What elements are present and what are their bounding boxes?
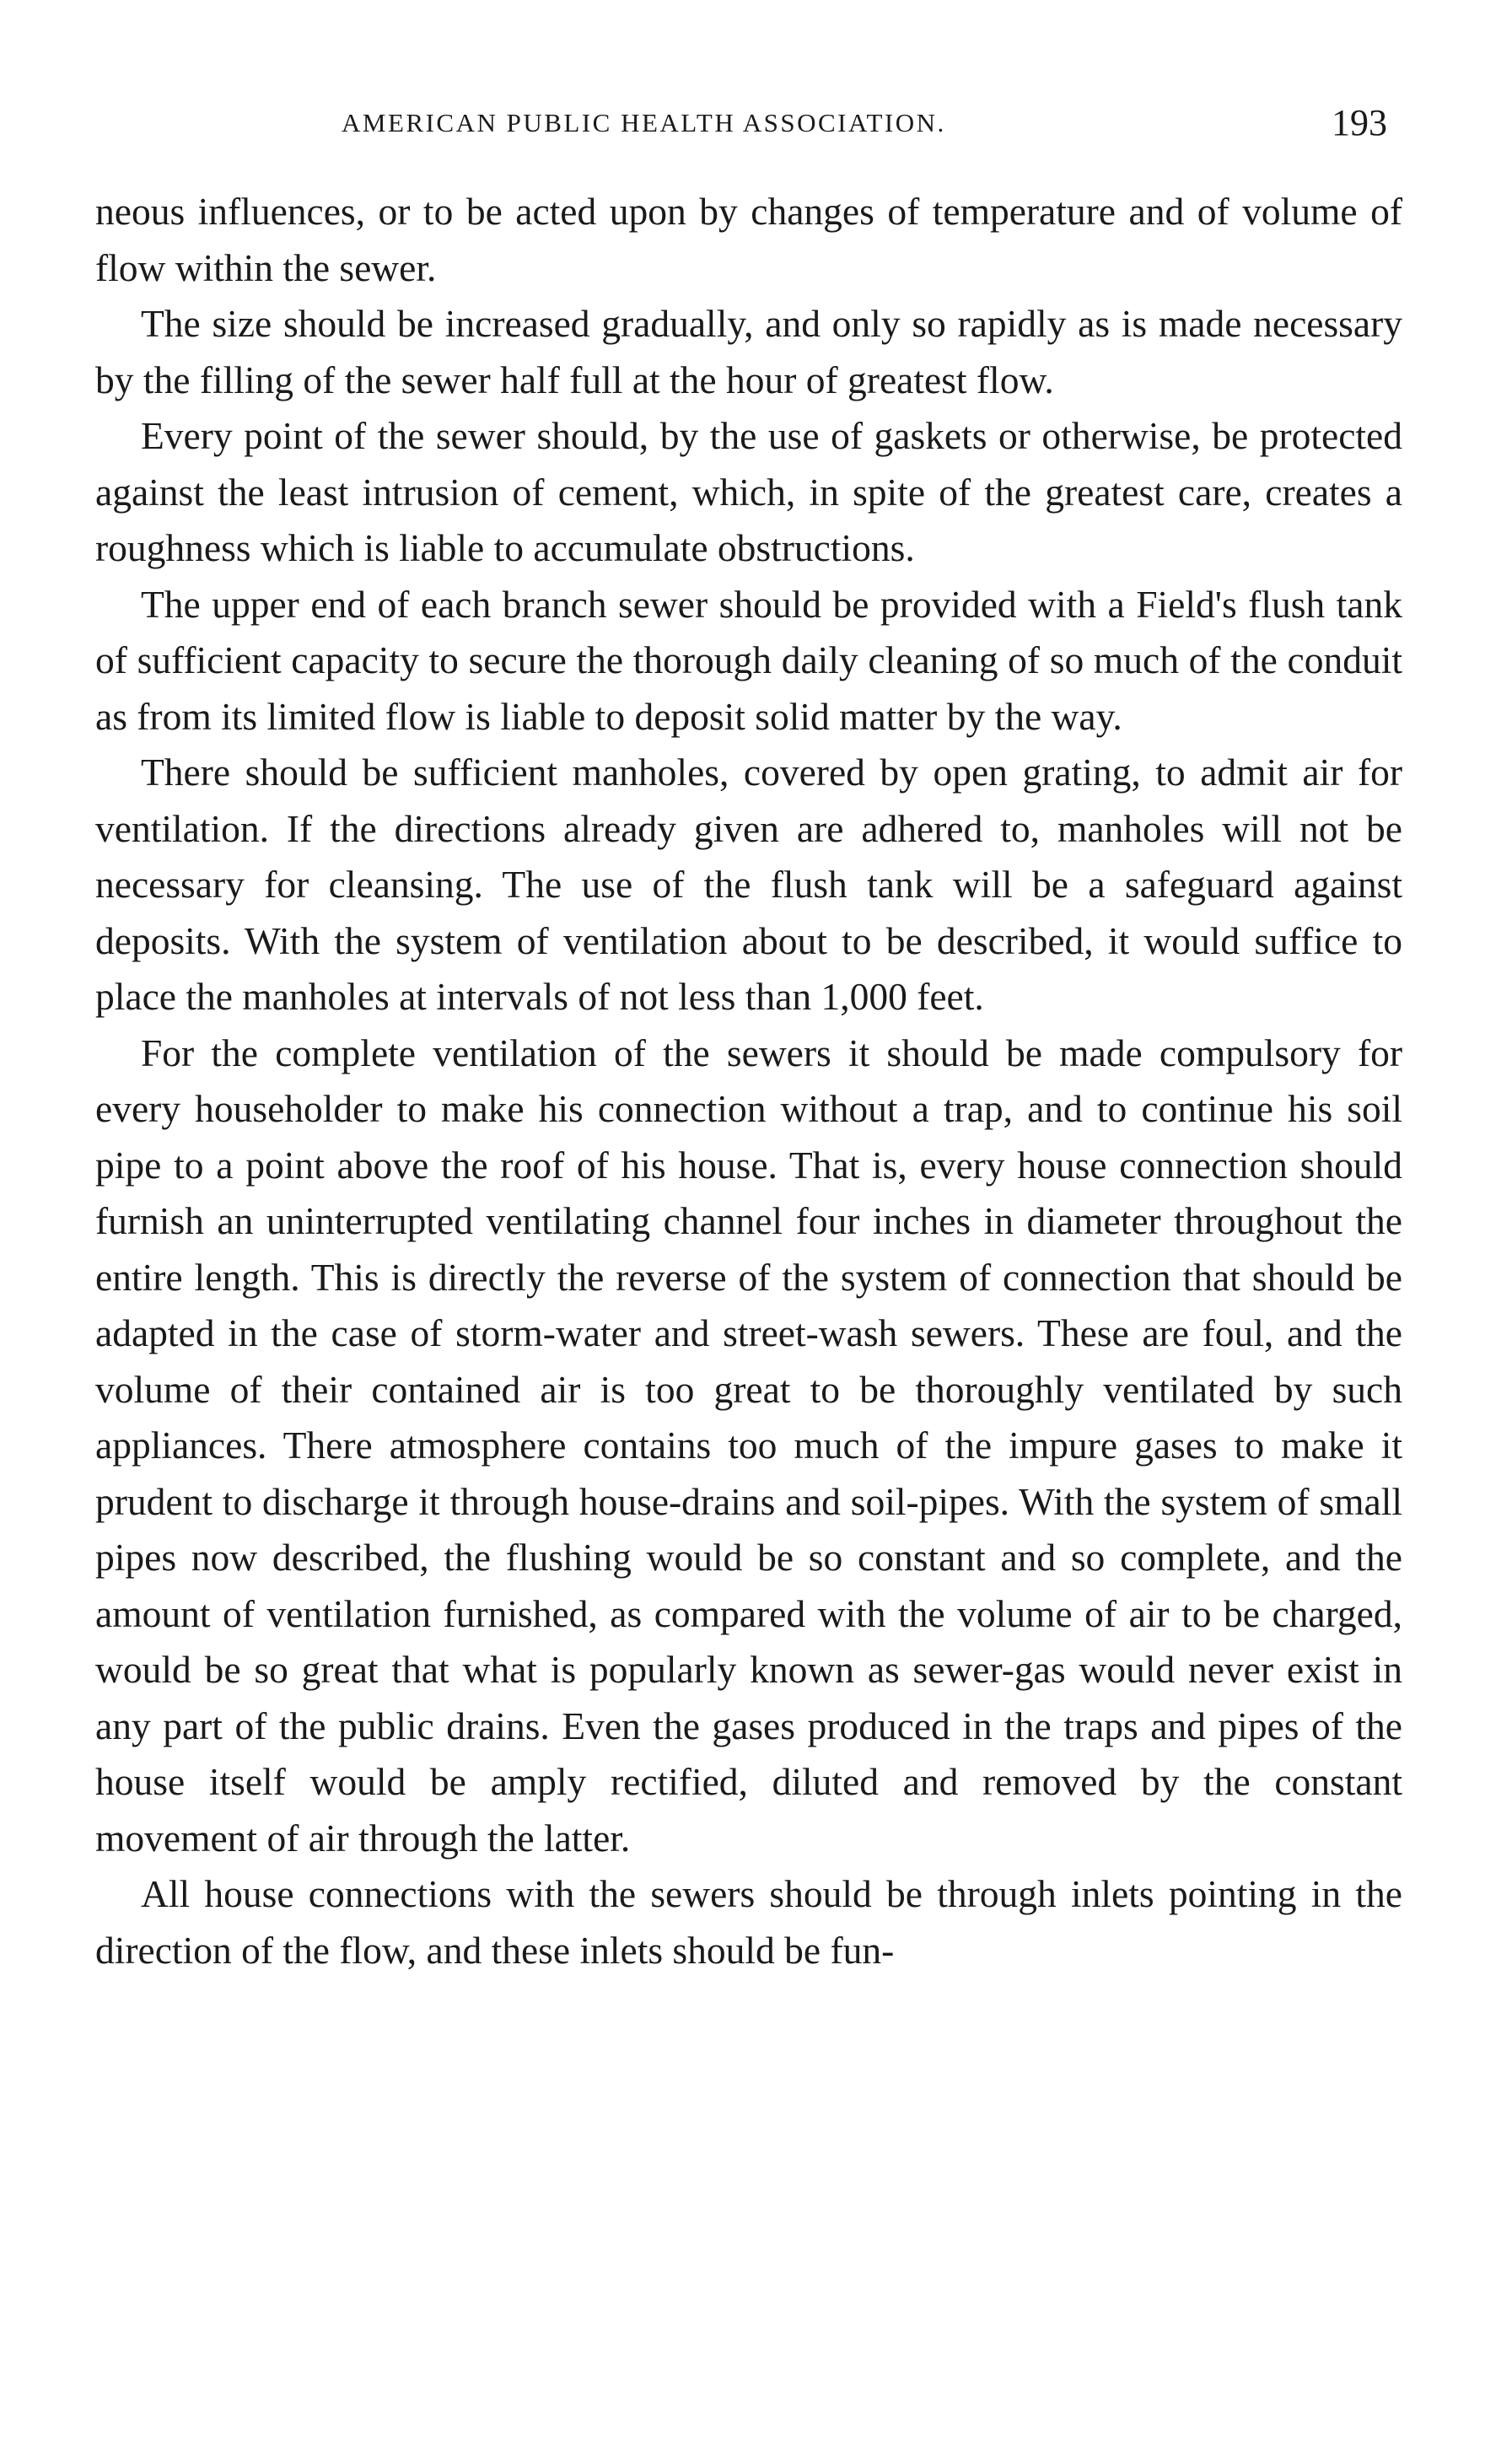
running-title: AMERICAN PUBLIC HEALTH ASSOCIATION. — [342, 108, 946, 137]
paragraph: For the complete ventilation of the sewers it should be made compulsory for every householder to make his connection without a trap, and to continue his soil pipe to a point above the roof of his house. That is, every house connection should furnish an uninterrupted ventilating channel four inches in diameter throughout the entire length. This is directly the reverse of the system of connection that should be adapted in the case of storm-water and street-wash sewers. These are foul, and the volume of their contained air is too great to be thoroughly ventilated by such appliances. There atmosphere contains too much of the impure gases to make it prudent to discharge it through house-drains and soil-pipes. With the system of small pipes now described, the flushing would be so constant and so complete, and the amount of ventilation furnished, as compared with the volume of air to be charged, would be so great that what is popularly known as sewer-gas would never exist in any part of the public drains. Even the gases produced in the traps and pipes of the house itself would be amply rectified, diluted and removed by the constant movement of air through the latter. — [95, 1031, 1402, 1860]
paragraph-continued: neous influences, or to be acted upon by changes of temperature and of volume of flow within the sewer. — [95, 190, 1402, 289]
paragraph: There should be sufficient manholes, covered by open grating, to admit air for ventilation. If the directions already given are adhered to, manholes will not be necessary for cleansing. The use of the flush tank will be a safeguard against deposits. With the system of ventilation about to be described, it would suffice to place the manholes at intervals of not less than 1,000 feet. — [95, 751, 1402, 1018]
body-text — [95, 184, 1402, 1978]
running-header — [342, 101, 1387, 152]
page-number: 193 — [1332, 102, 1387, 143]
paragraph: The upper end of each branch sewer should be provided with a Field's flush tank of sufficient capacity to secure the thorough daily cleaning of so much of the conduit as from its limited flow is liable to deposit solid matter by the way. — [95, 582, 1402, 738]
paragraph: Every point of the sewer should, by the use of gaskets or otherwise, be protected against the least intrusion of cement, which, in spite of the greatest care, creates a roughness which is liable to accumulate obstructions. — [95, 414, 1402, 569]
paragraph: The size should be increased gradually, and only so rapidly as is made necessary by the filling of the sewer half full at the hour of greatest flow. — [95, 302, 1402, 401]
paragraph: All house connections with the sewers should be through inlets pointing in the direction of the flow, and these inlets should be fun- — [95, 1872, 1402, 1972]
